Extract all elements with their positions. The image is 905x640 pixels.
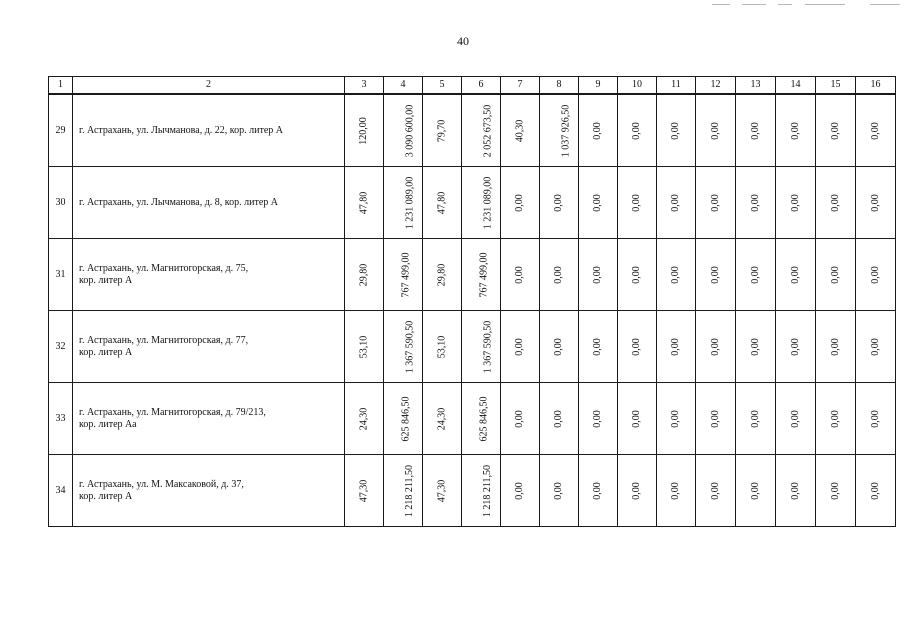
value-cell-col-12 [696, 239, 736, 311]
table-body [49, 77, 896, 527]
value-text: 1 218 211,50 [482, 464, 494, 517]
value-cell-col-13 [736, 311, 776, 383]
value-text: 0,00 [631, 337, 642, 356]
value-text: 0,00 [869, 265, 881, 284]
column-number-6: 6 [462, 77, 501, 95]
value-cell-col-3 [345, 167, 384, 239]
value-text: 0,00 [631, 193, 642, 212]
value-cell-col-10 [618, 167, 657, 239]
value-text: 1 367 590,50 [482, 320, 494, 373]
value-text: 1 037 926,50 [560, 104, 572, 157]
value-text: 0,00 [869, 481, 881, 500]
value-cell-col-13 [736, 383, 776, 455]
value-text: 29,80 [358, 263, 369, 286]
value-text: 0,00 [749, 121, 761, 140]
value-text: 1 367 590,50 [404, 320, 416, 373]
row-number: 34 [49, 455, 73, 527]
value-text: 0,00 [592, 481, 603, 500]
value-text: 53,10 [358, 335, 369, 358]
value-cell-col-11 [657, 311, 696, 383]
value-text: 0,00 [553, 193, 564, 212]
value-cell-col-4 [384, 455, 423, 527]
value-cell-col-8 [540, 239, 579, 311]
column-number-13: 13 [736, 77, 776, 95]
value-text: 0,00 [631, 481, 642, 500]
value-text: 0,00 [670, 337, 681, 356]
value-text: 1 218 211,50 [404, 464, 416, 517]
value-text: 0,00 [670, 481, 681, 500]
value-text: 0,00 [631, 409, 642, 428]
value-cell-col-14 [776, 239, 816, 311]
value-cell-col-11 [657, 239, 696, 311]
value-text: 0,00 [749, 409, 761, 428]
address-cell: г. Астрахань, ул. Магнитогорская, д. 77, кор. литер А [73, 311, 345, 383]
value-text: 0,00 [869, 121, 881, 140]
value-text: 0,00 [514, 409, 525, 428]
value-text: 0,00 [749, 337, 761, 356]
value-text: 2 052 673,50 [482, 104, 494, 157]
value-cell-col-10 [618, 455, 657, 527]
value-text: 0,00 [789, 409, 801, 428]
value-cell-col-16 [856, 167, 896, 239]
value-text: 0,00 [514, 265, 525, 284]
value-cell-col-6 [462, 167, 501, 239]
value-text: 29,80 [436, 263, 447, 286]
value-text: 0,00 [553, 409, 564, 428]
value-text: 0,00 [829, 121, 841, 140]
value-cell-col-7 [501, 311, 540, 383]
value-cell-col-6 [462, 94, 501, 167]
value-text: 47,30 [358, 479, 369, 502]
table-row [49, 94, 896, 167]
table-row [49, 311, 896, 383]
value-text: 0,00 [829, 409, 841, 428]
value-cell-col-4 [384, 167, 423, 239]
value-cell-col-16 [856, 239, 896, 311]
value-cell-col-9 [579, 383, 618, 455]
value-cell-col-10 [618, 383, 657, 455]
value-text: 0,00 [709, 265, 721, 284]
column-number-5: 5 [423, 77, 462, 95]
value-text: 0,00 [553, 337, 564, 356]
value-text: 625 846,50 [400, 396, 412, 441]
value-cell-col-9 [579, 94, 618, 167]
table-row [49, 239, 896, 311]
value-cell-col-8 [540, 311, 579, 383]
value-cell-col-12 [696, 455, 736, 527]
column-number-16: 16 [856, 77, 896, 95]
value-text: 1 231 089,00 [482, 176, 494, 229]
value-cell-col-15 [816, 311, 856, 383]
value-cell-col-7 [501, 94, 540, 167]
value-text: 0,00 [789, 265, 801, 284]
address-cell: г. Астрахань, ул. Магнитогорская, д. 79/213, кор. литер Аа [73, 383, 345, 455]
scan-artifact-line [742, 4, 766, 5]
value-cell-col-15 [816, 167, 856, 239]
address-cell: г. Астрахань, ул. Лычманова, д. 8, кор. литер А [73, 167, 345, 239]
value-text: 24,30 [358, 407, 369, 430]
value-cell-col-7 [501, 383, 540, 455]
row-number: 32 [49, 311, 73, 383]
value-text: 24,30 [436, 407, 447, 430]
property-register-table [48, 76, 896, 527]
column-number-12: 12 [696, 77, 736, 95]
address-cell: г. Астрахань, ул. Лычманова, д. 22, кор. литер А [73, 94, 345, 167]
value-cell-col-12 [696, 94, 736, 167]
value-cell-col-15 [816, 239, 856, 311]
value-text: 0,00 [869, 337, 881, 356]
value-text: 0,00 [789, 481, 801, 500]
value-cell-col-11 [657, 383, 696, 455]
value-text: 0,00 [670, 265, 681, 284]
value-cell-col-5 [423, 311, 462, 383]
value-cell-col-10 [618, 311, 657, 383]
value-cell-col-7 [501, 455, 540, 527]
value-cell-col-4 [384, 94, 423, 167]
scan-artifact-line [712, 4, 730, 5]
value-cell-col-12 [696, 167, 736, 239]
value-text: 40,30 [514, 119, 525, 142]
value-text: 0,00 [592, 337, 603, 356]
value-cell-col-15 [816, 383, 856, 455]
value-cell-col-14 [776, 455, 816, 527]
value-text: 0,00 [869, 193, 881, 212]
value-cell-col-16 [856, 383, 896, 455]
value-cell-col-6 [462, 383, 501, 455]
value-cell-col-11 [657, 167, 696, 239]
value-cell-col-3 [345, 94, 384, 167]
column-number-3: 3 [345, 77, 384, 95]
value-text: 625 846,50 [478, 396, 490, 441]
value-cell-col-11 [657, 455, 696, 527]
value-text: 0,00 [631, 121, 642, 140]
value-cell-col-3 [345, 311, 384, 383]
page-number: 40 [457, 34, 469, 48]
value-cell-col-6 [462, 239, 501, 311]
value-text: 0,00 [592, 265, 603, 284]
value-cell-col-6 [462, 311, 501, 383]
value-cell-col-15 [816, 455, 856, 527]
value-text: 0,00 [631, 265, 642, 284]
value-cell-col-14 [776, 94, 816, 167]
value-text: 0,00 [829, 265, 841, 284]
value-text: 1 231 089,00 [404, 176, 416, 229]
value-cell-col-10 [618, 239, 657, 311]
value-text: 0,00 [709, 409, 721, 428]
value-cell-col-9 [579, 455, 618, 527]
value-text: 0,00 [709, 193, 721, 212]
value-cell-col-5 [423, 383, 462, 455]
value-text: 53,10 [436, 335, 447, 358]
value-cell-col-11 [657, 94, 696, 167]
value-text: 0,00 [553, 265, 564, 284]
value-cell-col-5 [423, 167, 462, 239]
value-cell-col-8 [540, 94, 579, 167]
value-cell-col-4 [384, 311, 423, 383]
value-cell-col-14 [776, 311, 816, 383]
value-text: 47,80 [358, 191, 369, 214]
value-text: 3 090 600,00 [404, 104, 416, 157]
value-text: 0,00 [749, 265, 761, 284]
value-cell-col-8 [540, 383, 579, 455]
value-text: 0,00 [670, 409, 681, 428]
value-cell-col-12 [696, 383, 736, 455]
value-text: 0,00 [789, 121, 801, 140]
column-number-4: 4 [384, 77, 423, 95]
value-cell-col-8 [540, 167, 579, 239]
value-cell-col-4 [384, 383, 423, 455]
value-cell-col-13 [736, 239, 776, 311]
column-number-11: 11 [657, 77, 696, 95]
value-cell-col-13 [736, 94, 776, 167]
row-number: 30 [49, 167, 73, 239]
value-cell-col-6 [462, 455, 501, 527]
value-text: 0,00 [869, 409, 881, 428]
column-number-1: 1 [49, 77, 73, 95]
column-number-15: 15 [816, 77, 856, 95]
value-cell-col-5 [423, 455, 462, 527]
value-text: 0,00 [553, 481, 564, 500]
value-cell-col-15 [816, 94, 856, 167]
value-text: 0,00 [592, 193, 603, 212]
value-cell-col-16 [856, 311, 896, 383]
value-cell-col-13 [736, 167, 776, 239]
value-cell-col-5 [423, 94, 462, 167]
value-text: 0,00 [670, 121, 681, 140]
scan-artifact-line [870, 4, 900, 5]
column-number-7: 7 [501, 77, 540, 95]
column-number-header-row [49, 77, 896, 95]
value-text: 47,30 [436, 479, 447, 502]
value-text: 0,00 [709, 481, 721, 500]
value-text: 0,00 [789, 337, 801, 356]
value-cell-col-4 [384, 239, 423, 311]
value-text: 0,00 [592, 409, 603, 428]
value-text: 120,00 [358, 116, 369, 145]
value-cell-col-14 [776, 383, 816, 455]
value-text: 0,00 [749, 193, 761, 212]
value-text: 0,00 [829, 193, 841, 212]
value-cell-col-16 [856, 94, 896, 167]
value-cell-col-10 [618, 94, 657, 167]
value-text: 0,00 [829, 481, 841, 500]
scan-artifact-line [805, 4, 845, 5]
column-number-10: 10 [618, 77, 657, 95]
value-cell-col-12 [696, 311, 736, 383]
value-text: 79,70 [436, 119, 447, 142]
row-number: 33 [49, 383, 73, 455]
value-text: 47,80 [436, 191, 447, 214]
value-cell-col-9 [579, 239, 618, 311]
value-text: 0,00 [709, 337, 721, 356]
column-number-9: 9 [579, 77, 618, 95]
value-cell-col-8 [540, 455, 579, 527]
value-text: 0,00 [789, 193, 801, 212]
address-cell: г. Астрахань, ул. Магнитогорская, д. 75, кор. литер А [73, 239, 345, 311]
value-text: 767 499,00 [478, 252, 490, 297]
value-cell-col-3 [345, 455, 384, 527]
value-text: 0,00 [829, 337, 841, 356]
value-cell-col-3 [345, 239, 384, 311]
value-text: 0,00 [514, 193, 525, 212]
value-cell-col-13 [736, 455, 776, 527]
value-cell-col-7 [501, 167, 540, 239]
table-row [49, 167, 896, 239]
value-cell-col-9 [579, 167, 618, 239]
value-cell-col-14 [776, 167, 816, 239]
row-number: 31 [49, 239, 73, 311]
value-text: 0,00 [670, 193, 681, 212]
table-row [49, 383, 896, 455]
scan-artifact-line [778, 4, 792, 5]
value-text: 0,00 [592, 121, 603, 140]
value-cell-col-7 [501, 239, 540, 311]
value-cell-col-3 [345, 383, 384, 455]
column-number-2: 2 [73, 77, 345, 95]
column-number-8: 8 [540, 77, 579, 95]
table-row [49, 455, 896, 527]
value-text: 767 499,00 [400, 252, 412, 297]
column-number-14: 14 [776, 77, 816, 95]
value-text: 0,00 [709, 121, 721, 140]
value-text: 0,00 [514, 337, 525, 356]
value-cell-col-9 [579, 311, 618, 383]
value-cell-col-5 [423, 239, 462, 311]
value-cell-col-16 [856, 455, 896, 527]
row-number: 29 [49, 94, 73, 167]
address-cell: г. Астрахань, ул. М. Максаковой, д. 37, кор. литер А [73, 455, 345, 527]
value-text: 0,00 [514, 481, 525, 500]
value-text: 0,00 [749, 481, 761, 500]
